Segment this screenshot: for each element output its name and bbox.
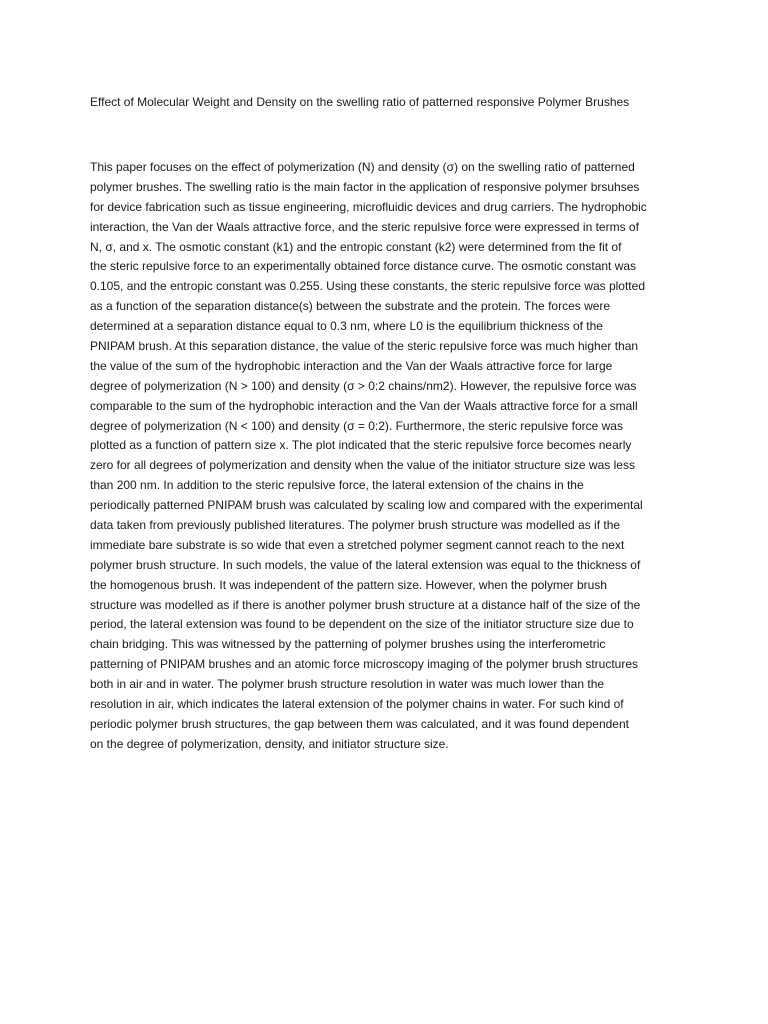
body-line: plotted as a function of pattern size x. The plot indicated that the steric repulsive force becomes nearly (90, 438, 632, 453)
body-line: periodically patterned PNIPAM brush was calculated by scaling low and compared with the experimental (90, 498, 643, 513)
body-line: degree of polymerization (N > 100) and density (σ > 0:2 chains/nm2). However, the repulsive force was (90, 378, 637, 393)
body-line: chain bridging. This was witnessed by the patterning of polymer brushes using the interferometric (90, 637, 606, 652)
body-line: structure was modelled as if there is another polymer brush structure at a distance half of the size of the (90, 597, 641, 612)
body-line: the homogenous brush. It was independent of the pattern size. However, when the polymer brush (90, 577, 607, 592)
body-line: comparable to the sum of the hydrophobic interaction and the Van der Waals attractive force for a small (90, 398, 638, 413)
body-line: as a function of the separation distance(s) between the substrate and the protein. The forces were (90, 299, 611, 314)
body-line: polymer brush structure. In such models, the value of the lateral extension was equal to the thickness of (90, 557, 641, 572)
body-line: for device fabrication such as tissue engineering, microfluidic devices and drug carriers. The hydrophobic (90, 199, 647, 214)
body-line: degree of polymerization (N < 100) and density (σ = 0:2). Furthermore, the steric repulsive force was (90, 418, 623, 433)
body-line: resolution in air, which indicates the lateral extension of the polymer chains in water. For such kind of (90, 697, 624, 712)
body-line: patterning of PNIPAM brushes and an atomic force microscopy imaging of the polymer brush structures (90, 657, 639, 672)
body-line: the value of the sum of the hydrophobic interaction and the Van der Waals attractive force for large (90, 358, 613, 373)
document-title: Effect of Molecular Weight and Density on the swelling ratio of patterned responsive Polymer Brushes (90, 95, 630, 109)
body-line: determined at a separation distance equal to 0.3 nm, where L0 is the equilibrium thickness of the (90, 319, 603, 334)
body-line: on the degree of polymerization, density, and initiator structure size. (90, 736, 449, 751)
body-line: polymer brushes. The swelling ratio is the main factor in the application of responsive polymer brsuhses (90, 179, 640, 194)
body-line: data taken from previously published literatures. The polymer brush structure was modelled as if the (90, 518, 621, 533)
body-line: interaction, the Van der Waals attractive force, and the steric repulsive force were expressed in terms of (90, 219, 639, 234)
body-line: than 200 nm. In addition to the steric repulsive force, the lateral extension of the chains in the (90, 478, 584, 493)
body-line: zero for all degrees of polymerization and density when the value of the initiator structure size was less (90, 458, 635, 473)
body-line: immediate bare substrate is so wide that even a stretched polymer segment cannot reach to the next (90, 537, 625, 552)
body-line: period, the lateral extension was found to be dependent on the size of the initiator structure size due to (90, 617, 634, 632)
body-line: PNIPAM brush. At this separation distance, the value of the steric repulsive force was much higher than (90, 339, 639, 354)
body-line: N, σ, and x. The osmotic constant (k1) and the entropic constant (k2) were determined from the fit of (90, 239, 622, 254)
document-body (90, 158, 690, 755)
body-line: 0.105, and the entropic constant was 0.255. Using these constants, the steric repulsive force was plotted (90, 279, 645, 294)
body-line: periodic polymer brush structures, the gap between them was calculated, and it was found dependent (90, 716, 629, 731)
body-line: the steric repulsive force to an experimentally obtained force distance curve. The osmotic constant was (90, 259, 637, 274)
body-line: This paper focuses on the effect of polymerization (N) and density (σ) on the swelling ratio of patterned (90, 160, 635, 174)
body-line: both in air and in water. The polymer brush structure resolution in water was much lower than the (90, 677, 605, 692)
